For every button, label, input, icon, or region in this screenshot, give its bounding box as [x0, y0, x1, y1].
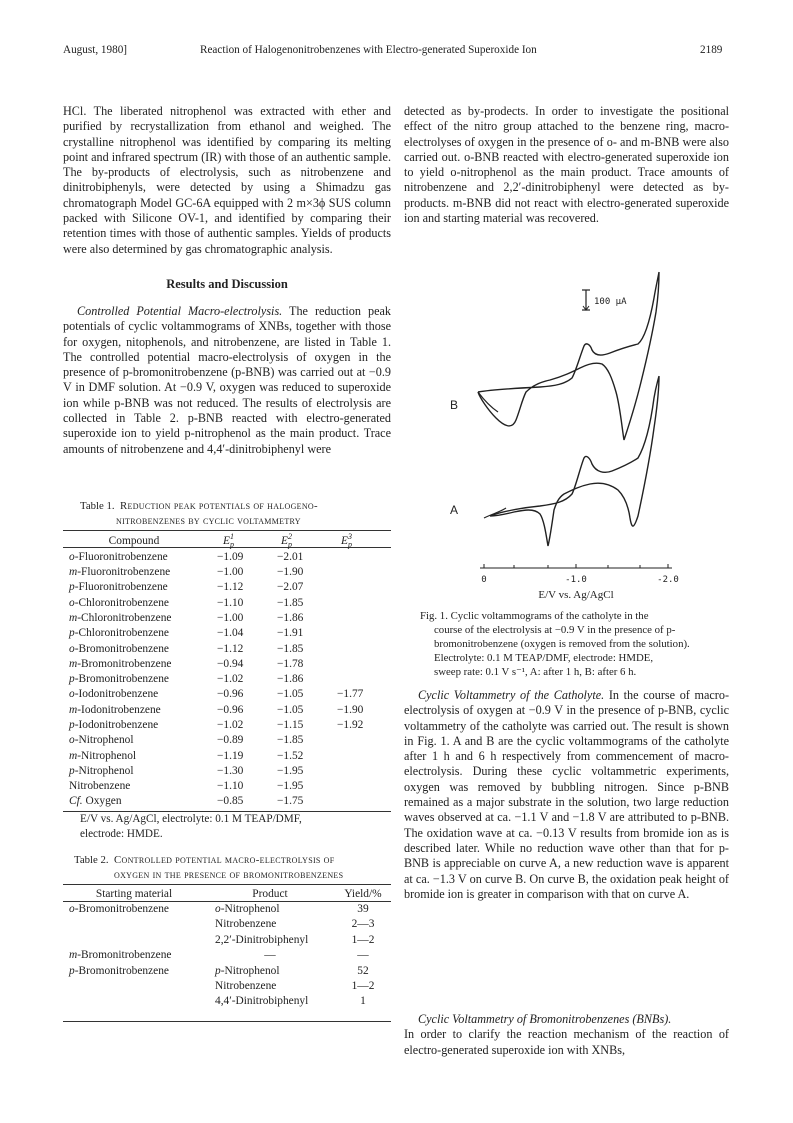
table2-starting-material-cell	[63, 994, 205, 1009]
table2-row	[63, 963, 391, 978]
table1-compound-cell: o-Chloronitrobenzene	[69, 596, 169, 609]
table2-caption-line1: Controlled potential macro-electrolysis of	[114, 854, 335, 866]
table1-potential-cell: −1.30	[217, 764, 244, 777]
table2	[63, 886, 391, 1009]
table1-compound-cell: o-Nitrophenol	[69, 734, 134, 747]
table1-potential-cell: −1.86	[277, 673, 304, 686]
table1-row	[63, 733, 391, 748]
scale-bar	[582, 290, 590, 310]
table1-potential-cell	[325, 656, 391, 671]
table1-potential-cell: −1.12	[217, 581, 244, 594]
table1-compound-cell: m-Iodonitrobenzene	[69, 703, 161, 716]
table2-starting-material-cell	[63, 917, 205, 932]
table2-top-rule	[63, 884, 391, 885]
table1-potential-cell: −1.95	[277, 764, 304, 777]
figure1-caption-conditions-1: Electrolyte: 0.1 M TEAP/DMF, electrode: HMDE,	[434, 652, 654, 664]
table1-potential-cell: −1.00	[217, 566, 244, 579]
table2-starting-material-cell: p-Bromonitrobenzene	[69, 964, 169, 977]
table1-potential-cell: −1.00	[217, 611, 244, 624]
table2-bottom-rule	[63, 1021, 391, 1022]
table2-starting-material-cell	[63, 932, 205, 947]
table2-yield-cell: 1—2	[351, 933, 375, 946]
curve-a	[490, 376, 659, 546]
table1-compound-cell: Nitrobenzene	[69, 780, 131, 793]
header-page-number: 2189	[700, 44, 723, 56]
figure1-voltammogram	[440, 268, 690, 603]
table1-potential-cell: −0.85	[217, 795, 244, 808]
table1-potential-cell: −1.91	[277, 627, 304, 640]
table1-body	[63, 549, 391, 809]
catholyte-paragraph	[404, 688, 729, 902]
header-title: Reaction of Halogenonitrobenzenes with Electro-generated Superoxide Ion	[200, 44, 537, 56]
table1-potential-cell	[325, 626, 391, 641]
figure1-caption-line1: Fig. 1. Cyclic voltammograms of the catholyte in the	[420, 610, 649, 622]
table1-row	[63, 564, 391, 579]
table2-product-cell: —	[264, 949, 276, 962]
table1-potential-cell: −1.10	[217, 596, 244, 609]
table1-potential-cell: −1.95	[277, 780, 304, 793]
table2-product-cell: Nitrobenzene	[215, 918, 277, 931]
table1-compound-cell: o-Fluoronitrobenzene	[69, 550, 168, 563]
table1-potential-cell: −1.05	[277, 703, 304, 716]
table1-header-row	[63, 532, 391, 549]
table1-compound-cell: m-Chloronitrobenzene	[69, 611, 172, 624]
table2-yield-cell: 1	[360, 995, 366, 1008]
table1-potential-cell	[325, 794, 391, 809]
table1-compound-cell: p-Fluoronitrobenzene	[69, 581, 168, 594]
table1-row	[63, 763, 391, 778]
table1-row	[63, 610, 391, 625]
table1-potential-cell	[325, 610, 391, 625]
right-intro-paragraph	[404, 104, 729, 226]
macro-electrolysis-paragraph	[63, 304, 391, 457]
bnb-heading: Cyclic Voltammetry of Bromonitrobenzenes (BNBs).	[418, 1012, 672, 1026]
table1-potential-cell: −0.96	[217, 703, 244, 716]
table1-header-compound: Compound	[108, 534, 160, 547]
curve-b-label: B	[450, 398, 459, 412]
x-tick-label-1: -1.0	[565, 575, 587, 585]
table2-body	[63, 901, 391, 1009]
table1-potential-cell: −1.12	[217, 642, 244, 655]
bnb-body: In order to clarify the reaction mechanism of the reaction of electro-generated superoxide ion with XNBs,	[404, 1027, 729, 1057]
table1-potential-cell: −1.85	[277, 642, 304, 655]
table1-compound-cell: o-Iodonitrobenzene	[69, 688, 159, 701]
table1-potential-cell: −1.04	[217, 627, 244, 640]
table1-row	[63, 656, 391, 671]
table1-row	[63, 549, 391, 564]
table2-header-product: Product	[252, 887, 288, 900]
table1-caption	[80, 499, 380, 529]
table1-potential-cell: −0.89	[217, 734, 244, 747]
table1-potential-cell	[325, 763, 391, 778]
table2-yield-cell: 52	[357, 964, 369, 977]
table1	[63, 532, 391, 809]
bnb-paragraph	[404, 1012, 729, 1058]
table1-potential-cell: −1.85	[277, 734, 304, 747]
table1-footnote	[80, 812, 302, 841]
table1-potential-cell	[325, 733, 391, 748]
section-title: Results and Discussion	[166, 277, 288, 291]
table1-header-e3: $E^3_p$	[341, 532, 352, 550]
table1-footnote-line1: E/V vs. Ag/AgCl, electrolyte: 0.1 M TEAP/DMF,	[80, 813, 302, 825]
table1-compound-cell: p-Bromonitrobenzene	[69, 673, 169, 686]
table1-potential-cell: −1.09	[217, 550, 244, 563]
table1-compound-cell: Cf. Oxygen	[69, 795, 122, 808]
table2-caption-line2: oxygen in the presence of bromonitrobenzenes	[114, 869, 344, 881]
table2-row	[63, 917, 391, 932]
table2-header-row	[63, 886, 391, 901]
table1-header-e2: $E^2_p$	[281, 532, 292, 550]
table1-potential-cell	[325, 549, 391, 564]
curve-a-label: A	[450, 503, 459, 517]
table1-caption-label: Table 1.	[80, 500, 115, 512]
macro-heading: Controlled Potential Macro-electrolysis.	[77, 304, 283, 318]
table1-potential-cell: −1.90	[277, 566, 304, 579]
table1-potential-cell	[325, 779, 391, 794]
table1-potential-cell: −1.92	[337, 718, 364, 731]
table2-product-cell: 4,4′-Dinitrobiphenyl	[215, 995, 309, 1008]
table1-row	[63, 748, 391, 763]
table2-starting-material-cell: o-Bromonitrobenzene	[69, 903, 169, 916]
table2-yield-cell: —	[357, 949, 369, 962]
table2-header-starting-material: Starting material	[95, 887, 173, 900]
table2-yield-cell: 39	[357, 903, 369, 916]
table1-potential-cell	[325, 641, 391, 656]
table1-potential-cell: −1.86	[277, 611, 304, 624]
table1-potential-cell: −1.05	[277, 688, 304, 701]
curve-b	[478, 272, 659, 440]
table1-potential-cell: −1.75	[277, 795, 304, 808]
table1-compound-cell: o-Bromonitrobenzene	[69, 642, 169, 655]
table2-starting-material-cell: m-Bromonitrobenzene	[69, 949, 172, 962]
left-intro-paragraph	[63, 104, 391, 257]
table2-product-cell: o-Nitrophenol	[215, 903, 280, 916]
table1-row	[63, 779, 391, 794]
table1-potential-cell: −2.01	[277, 550, 304, 563]
table1-row	[63, 702, 391, 717]
table1-potential-cell: −1.77	[337, 688, 364, 701]
table2-yield-cell: 1—2	[351, 980, 375, 993]
table2-row	[63, 932, 391, 947]
table1-footnote-line2: electrode: HMDE.	[80, 827, 163, 840]
x-tick-label-0: 0	[481, 575, 487, 585]
table2-row	[63, 948, 391, 963]
table1-potential-cell	[325, 564, 391, 579]
table1-potential-cell	[325, 671, 391, 686]
table2-starting-material-cell	[63, 978, 205, 993]
table1-potential-cell: −1.52	[277, 749, 304, 762]
table1-row	[63, 671, 391, 686]
table1-potential-cell: −1.85	[277, 596, 304, 609]
table1-row	[63, 580, 391, 595]
table1-compound-cell: m-Fluoronitrobenzene	[69, 566, 171, 579]
figure1-caption	[420, 609, 716, 679]
table2-header-yield: Yield/%	[344, 887, 382, 900]
table1-potential-cell: −0.96	[217, 688, 244, 701]
scale-bar-label: 100 μA	[594, 297, 627, 307]
catholyte-heading: Cyclic Voltammetry of the Catholyte.	[418, 688, 605, 702]
table1-header-e1: $E^1_p$	[223, 532, 234, 550]
table1-potential-cell: −1.02	[217, 718, 244, 731]
x-axis-label: E/V vs. Ag/AgCl	[538, 589, 614, 601]
table1-compound-cell: p-Chloronitrobenzene	[69, 627, 169, 640]
table1-top-rule	[63, 530, 391, 531]
right-intro-text: detected as by-prodects. In order to investigate the positional effect of the nitro group attached to the benzene ring, macro-electrolyses of oxygen in the presence of o- and m-BNB were also carried out. o-BNB reacted with electro-generated superoxide ion to yield o-nitrophenol as the main product. Trace amounts of nitrobenzene and 2,2′-dinitrobiphenyl were detected as by-products. m-BNB did not react with electro-generated superoxide ion and starting material was recovered.	[404, 104, 729, 226]
table2-product-cell: Nitrobenzene	[215, 980, 277, 993]
table1-row	[63, 626, 391, 641]
table1-potential-cell: −1.90	[337, 703, 364, 716]
table1-row	[63, 794, 391, 809]
left-intro-text: HCl. The liberated nitrophenol was extracted with ether and purified by recrystallization from ethanol and weighed. The crystalline nitrophenol was identified by comparing its melting point and infrared spectrum (IR) with those of an authentic sample. The by-products of electrolysis, such as nitrobenzene and dinitrobiphenyls, were detected by using a Shimadzu gas chromatograph Model GC-6A equipped with 2 m×3ϕ SUS column packed with Silicone OV-1, and identified by comparing their retention times with those of authentic samples. Yields of products were also determined by gas chromatographic analysis.	[63, 104, 391, 256]
macro-body: The reduction peak potentials of cyclic voltammograms of XNBs, together with those for oxygen, nitophenols, and nitrobenzene, are listed in Table 1. The controlled potential macro-electrolysis of oxygen in the presence of p-bromonitrobenzene (p-BNB) was carried out at −0.9 V in DMF solution. At −0.9 V, oxygen was reduced to superoxide ion while p-BNB was not reduced. The results of electrolysis are collected in Table 2. p-BNB reacted with electro-generated superoxide ion to yield p-nitrophenol as the main product. Trace amounts of nitrobenzene and 4,4′-dinitrobiphenyl were	[63, 304, 391, 456]
table1-potential-cell: −0.94	[217, 657, 244, 670]
figure1-caption-conditions-2: sweep rate: 0.1 V s⁻¹, A: after 1 h, B: after 6 h.	[434, 666, 637, 678]
table1-potential-cell: −1.10	[217, 780, 244, 793]
table1-row	[63, 641, 391, 656]
table1-potential-cell	[325, 595, 391, 610]
x-tick-label-2: -2.0	[657, 575, 679, 585]
header-date: August, 1980]	[63, 44, 128, 56]
table1-potential-cell	[325, 580, 391, 595]
table1-row	[63, 687, 391, 702]
table1-caption-line2: nitrobenzenes by cyclic voltammetry	[116, 515, 301, 527]
table2-yield-cell: 2—3	[351, 918, 375, 931]
table1-potential-cell: −1.19	[217, 749, 244, 762]
table2-caption-label: Table 2.	[74, 854, 109, 866]
table1-caption-line1: Reduction peak potentials of halogeno-	[120, 500, 318, 512]
table1-compound-cell: p-Nitrophenol	[69, 764, 134, 777]
table1-potential-cell: −1.15	[277, 718, 304, 731]
curve-a-start-loop	[484, 508, 506, 518]
figure1-caption-rest: course of the electrolysis at −0.9 V in the presence of p-bromonitrobenzene (oxygen is removed from the solution).	[434, 624, 690, 650]
table1-potential-cell	[325, 748, 391, 763]
table1-potential-cell: −1.78	[277, 657, 304, 670]
table2-row	[63, 901, 391, 916]
catholyte-body: In the course of macro-electrolysis of oxygen at −0.9 V in the presence of p-BNB, cyclic voltammetry of the catholyte was carried out. The result is shown in Fig. 1. A and B are the cyclic voltammograms of the catholyte after 1 h and 6 h respectively from commencement of macro-electrolysis. During these cyclic voltammetric experiments, oxygen was removed by bubbling nitrogen. Since p-BNB remained as a major substrate in the solution, two large reduction waves observed at ca. −1.1 V and −1.8 V are attributed to p-BNB. The oxidation wave at ca. −0.13 V results from bromide ion as is described later. While no reduction wave other than that for p-BNB is appreciable on curve A, a new reduction wave is apparent at ca. −1.3 V on curve B. On curve B, the oxidation peak height of bromide ion is greater in comparison with that on curve A.	[404, 688, 730, 901]
table2-row	[63, 994, 391, 1009]
table2-row	[63, 978, 391, 993]
table1-compound-cell: m-Bromonitrobenzene	[69, 657, 172, 670]
table1-potential-cell: −2.07	[277, 581, 304, 594]
table1-row	[63, 717, 391, 732]
table1-potential-cell: −1.02	[217, 673, 244, 686]
table2-caption	[74, 853, 394, 883]
table1-row	[63, 595, 391, 610]
table2-product-cell: p-Nitrophenol	[215, 964, 280, 977]
table2-product-cell: 2,2′-Dinitrobiphenyl	[215, 933, 309, 946]
table1-compound-cell: p-Iodonitrobenzene	[69, 718, 159, 731]
table1-compound-cell: m-Nitrophenol	[69, 749, 137, 762]
